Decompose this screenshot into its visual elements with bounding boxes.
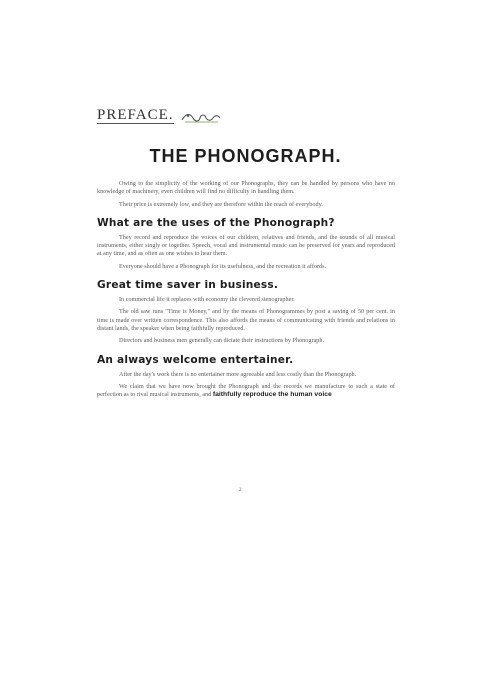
section-paragraph: Directors and business men generally can dictate their instructions by Phonograph. [119,337,324,345]
scroll-ornament-icon [180,110,222,124]
intro-paragraph: Their price is extremely low, and they are therefore within the reach of everybody. [119,200,323,208]
section-paragraph-text: We claim that we have now brought the Phonograph and the records we manufacture to such a state of perfection as to rival musical instruments, and [97,382,395,399]
section-paragraph: After the day's work there is no entertainer more agreeable and less costly than the Phonograph. [119,370,357,378]
page-title: THE PHONOGRAPH. [149,146,342,166]
preface-header [97,108,222,124]
body-text [97,180,395,403]
intro-paragraph: Owing to the simplicity of the working of our Phonographs, they can be handled by persons who have no knowledge of machinery, even children will find no difficulty in handling them. [97,180,395,196]
preface-label: PREFACE. [97,107,174,123]
section-heading: Great time saver in business. [97,279,279,292]
section-paragraph [97,383,395,400]
emphasized-text: faithfully reproduce the human voice [212,391,332,399]
section-paragraph: They record and reproduce the voices of our children, relatives and friends, and the sounds of all musical instruments, either singly or together. Speech, vocal and instrumental music can be preserved for years and reproduced at any time, and as often as one wishes to hear them. [97,233,395,258]
section-heading: An always welcome entertainer. [97,353,294,366]
section-paragraph: Everyone should have a Phonograph for its usefulness, and the recreation it affords. [119,262,327,270]
section-paragraph: The old saw runs "Time is Money," and by the means of Phonogrammes by post a saving of 50 per cent. in time is made over written correspondence. This also affords the means of communicating with friends and relations in distant lands, the speaker when being faithfully reproduced. [97,308,395,332]
section-heading: What are the uses of the Phonograph? [97,216,335,229]
page-number: 2 [239,488,242,493]
section-paragraph: In commercial life it replaces with economy the clevered stenographer. [119,296,295,304]
